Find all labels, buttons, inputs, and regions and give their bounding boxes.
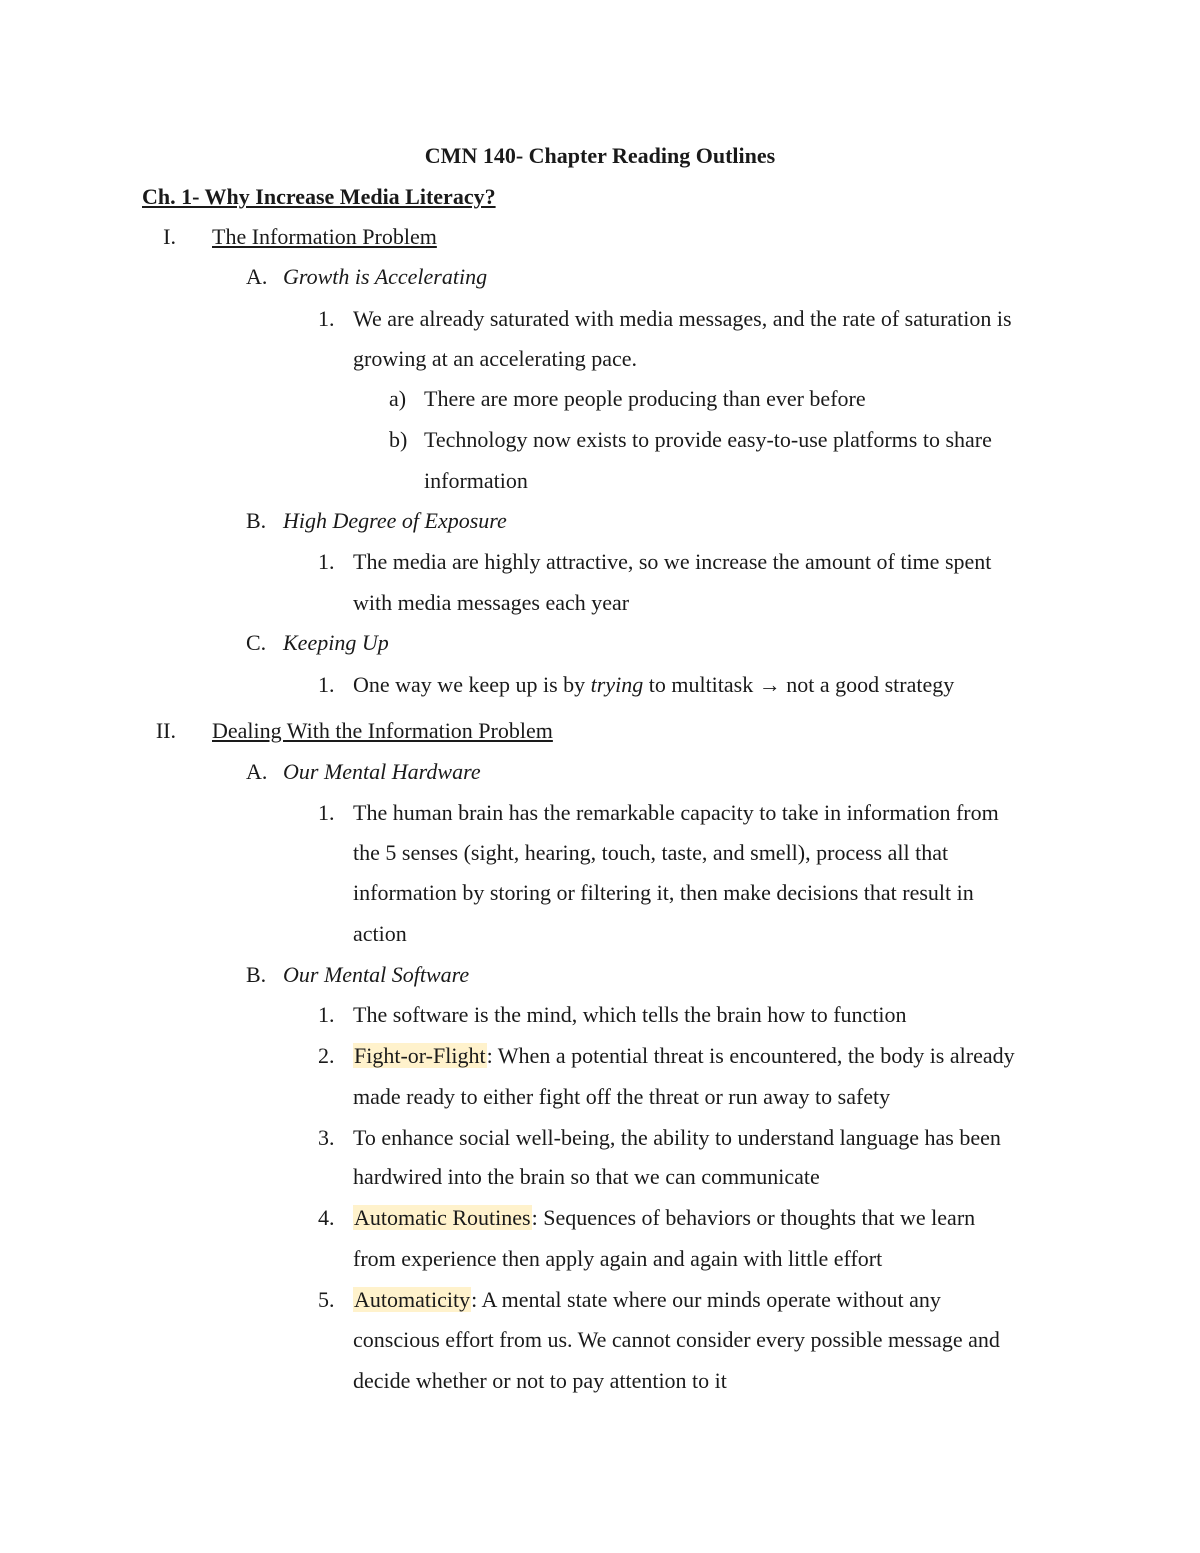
item-text (353, 670, 954, 700)
subsection-heading: Our Mental Hardware (283, 759, 481, 784)
item-text: decide whether or not to pay attention to it (353, 1368, 727, 1393)
highlighted-term: Automaticity (354, 1287, 471, 1312)
highlighted-term: Fight-or-Flight (354, 1043, 486, 1068)
item-number: 3. (318, 1125, 335, 1150)
highlighted-term: Automatic Routines (354, 1205, 531, 1230)
item-text: The human brain has the remarkable capacity to take in information from (353, 800, 999, 825)
item-number: 1. (318, 549, 335, 574)
item-text: The software is the mind, which tells the brain how to function (353, 1002, 907, 1027)
item-text (353, 1285, 941, 1315)
item-text (353, 1203, 975, 1233)
item-text: growing at an accelerating pace. (353, 346, 638, 371)
section-numeral: II. (155, 718, 176, 743)
item-number: 1. (318, 306, 335, 331)
section-heading: Dealing With the Information Problem (212, 718, 553, 743)
subsection-letter: B. (246, 508, 267, 533)
item-text: conscious effort from us. We cannot consider every possible message and (353, 1327, 1000, 1352)
item-text: from experience then apply again and again with little effort (353, 1246, 883, 1271)
item-text-emphasis: trying (590, 672, 644, 697)
section-heading: The Information Problem (212, 224, 437, 249)
item-text: hardwired into the brain so that we can communicate (353, 1164, 820, 1189)
item-number: 4. (318, 1205, 335, 1230)
item-text: action (353, 921, 407, 946)
item-text: made ready to either fight off the threat or run away to safety (353, 1084, 891, 1109)
item-number: 1. (318, 800, 335, 825)
subsection-letter: A. (246, 759, 268, 784)
item-text-rest: : When a potential threat is encountered, the body is already (486, 1043, 1015, 1068)
subsection-letter: B. (246, 962, 267, 987)
subitem-text: There are more people producing than ever before (424, 386, 866, 411)
document-title: CMN 140- Chapter Reading Outlines (424, 143, 776, 168)
item-number: 2. (318, 1043, 335, 1068)
item-text-end: to multitask → not a good strategy (643, 672, 955, 697)
item-text: information by storing or filtering it, then make decisions that result in (353, 880, 974, 905)
item-number: 1. (318, 1002, 335, 1027)
item-text (353, 1041, 1015, 1071)
item-number: 5. (318, 1287, 335, 1312)
subsection-heading: High Degree of Exposure (283, 508, 507, 533)
item-number: 1. (318, 672, 335, 697)
subitem-text: information (424, 468, 528, 493)
section-numeral: I. (163, 224, 176, 249)
subitem-text: Technology now exists to provide easy-to-use platforms to share (424, 427, 992, 452)
item-text: We are already saturated with media messages, and the rate of saturation is (353, 306, 1012, 331)
item-text: To enhance social well-being, the ability to understand language has been (353, 1125, 1001, 1150)
chapter-heading: Ch. 1- Why Increase Media Literacy? (142, 184, 496, 209)
subitem-letter: a) (389, 386, 407, 411)
item-text-rest: : Sequences of behaviors or thoughts that we learn (531, 1205, 976, 1230)
subsection-letter: A. (246, 264, 268, 289)
subsection-heading: Our Mental Software (283, 962, 470, 987)
item-text: The media are highly attractive, so we increase the amount of time spent (353, 549, 992, 574)
subsection-letter: C. (246, 630, 267, 655)
item-text-start: One way we keep up is by (353, 672, 591, 697)
item-text: with media messages each year (353, 590, 630, 615)
item-text: the 5 senses (sight, hearing, touch, taste, and smell), process all that (353, 840, 949, 865)
subsection-heading: Growth is Accelerating (283, 264, 488, 289)
subitem-letter: b) (389, 427, 408, 452)
subsection-heading: Keeping Up (283, 630, 389, 655)
item-text-rest: : A mental state where our minds operate without any (471, 1287, 941, 1312)
